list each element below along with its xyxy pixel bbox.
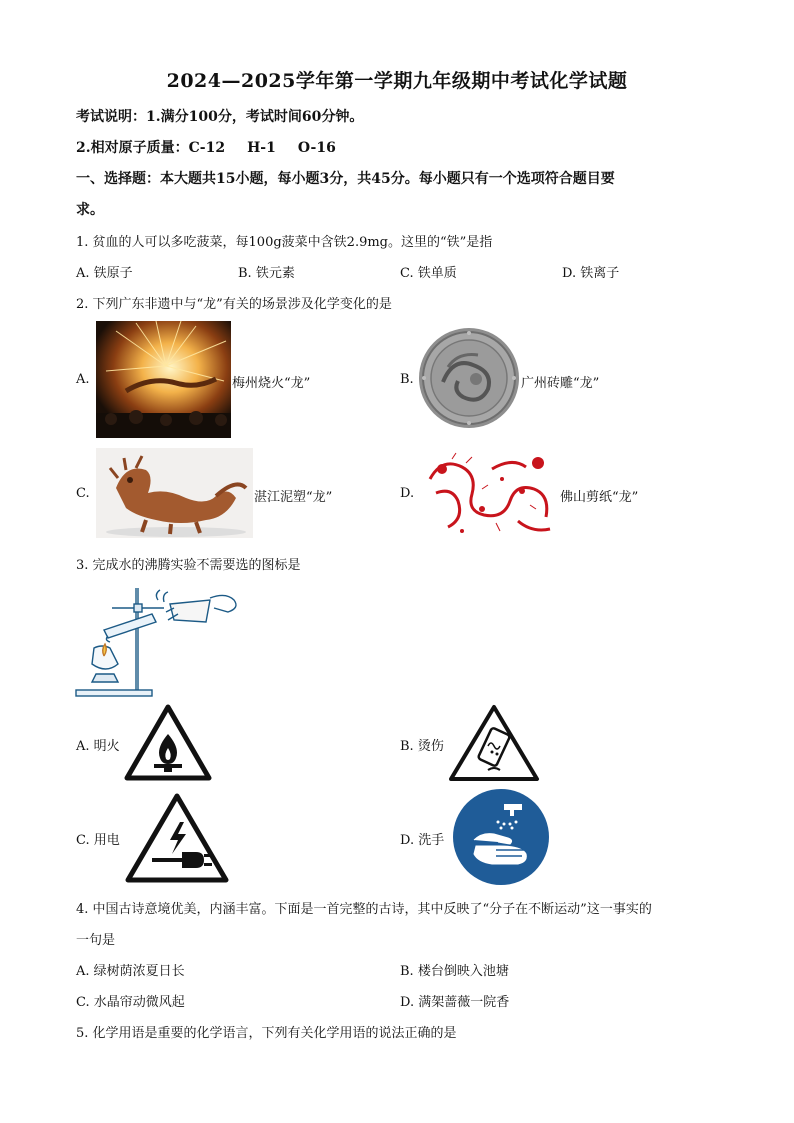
q3-option-d: D. 洗手: [400, 833, 445, 848]
q1-stem: 1. 贫血的人可以多吃菠菜，每100g菠菜中含铁2.9mg。这里的“铁”是指: [76, 235, 493, 250]
q2-letter-c: C.: [76, 486, 90, 501]
section1-instructions: 一、选择题：本大题共15小题，每小题3分，共45分。每小题只有一个选项符合题目要: [76, 171, 615, 187]
fire-dragon-photo: [96, 321, 231, 438]
q2-caption-c: 湛江泥塑“龙”: [254, 490, 333, 505]
section1-instructions-cont: 求。: [76, 202, 104, 218]
q3-option-b: B. 烫伤: [400, 739, 444, 754]
hot-surface-burn-icon: [448, 704, 540, 782]
electrical-hazard-icon: [124, 792, 230, 884]
q1-option-a: A. 铁原子: [76, 266, 133, 281]
q4-option-a: A. 绿树荫浓夏日长: [76, 964, 185, 979]
brick-carving-dragon-image: [418, 327, 520, 429]
exam-notes-line2: [76, 137, 336, 157]
q4-option-c: C. 水晶帘动微风起: [76, 995, 185, 1010]
q2-letter-b: B.: [400, 372, 414, 387]
atomic-mass-h: H-1: [247, 140, 276, 156]
q1-option-b: B. 铁元素: [238, 266, 295, 281]
q2-letter-a: A.: [76, 372, 90, 387]
q2-letter-d: D.: [400, 486, 415, 501]
q2-caption-b: 广州砖雕“龙”: [521, 376, 600, 391]
atomic-mass-c: C-12: [188, 140, 226, 156]
q2-stem: 2. 下列广东非遗中与“龙”有关的场景涉及化学变化的是: [76, 297, 392, 312]
paper-cut-dragon-image: [422, 449, 558, 539]
clay-sculpture-dragon-image: [96, 448, 253, 538]
q5-stem: 5. 化学用语是重要的化学语言，下列有关化学用语的说法正确的是: [76, 1026, 457, 1041]
exam-notes-line1: 考试说明：1.满分100分，考试时间60分钟。: [76, 109, 364, 125]
atomic-mass-label: 2.相对原子质量：: [76, 140, 189, 156]
q4-option-b: B. 楼台倒映入池塘: [400, 964, 509, 979]
q4-stem-line1: 4. 中国古诗意境优美，内涵丰富。下面是一首完整的古诗，其中反映了“分子在不断运动”这一事实的: [76, 902, 652, 917]
q4-option-d: D. 满架蔷薇一院香: [400, 995, 510, 1010]
atomic-mass-o: O-16: [297, 140, 336, 156]
q1-option-d: D. 铁离子: [562, 266, 620, 281]
q2-caption-d: 佛山剪纸“龙”: [560, 490, 639, 505]
q3-option-c: C. 用电: [76, 833, 120, 848]
page-title: 2024—2025学年第一学期九年级期中考试化学试题: [166, 70, 628, 92]
q2-caption-a: 梅州烧火“龙”: [232, 376, 311, 391]
boiling-water-apparatus-illustration: [74, 578, 246, 700]
open-flame-warning-icon: [124, 704, 212, 781]
q3-stem: 3. 完成水的沸腾实验不需要选的图标是: [76, 558, 301, 573]
wash-hands-icon: [452, 788, 550, 886]
q3-option-a: A. 明火: [76, 739, 120, 754]
q4-stem-line2: 一句是: [76, 933, 116, 948]
q1-option-c: C. 铁单质: [400, 266, 457, 281]
